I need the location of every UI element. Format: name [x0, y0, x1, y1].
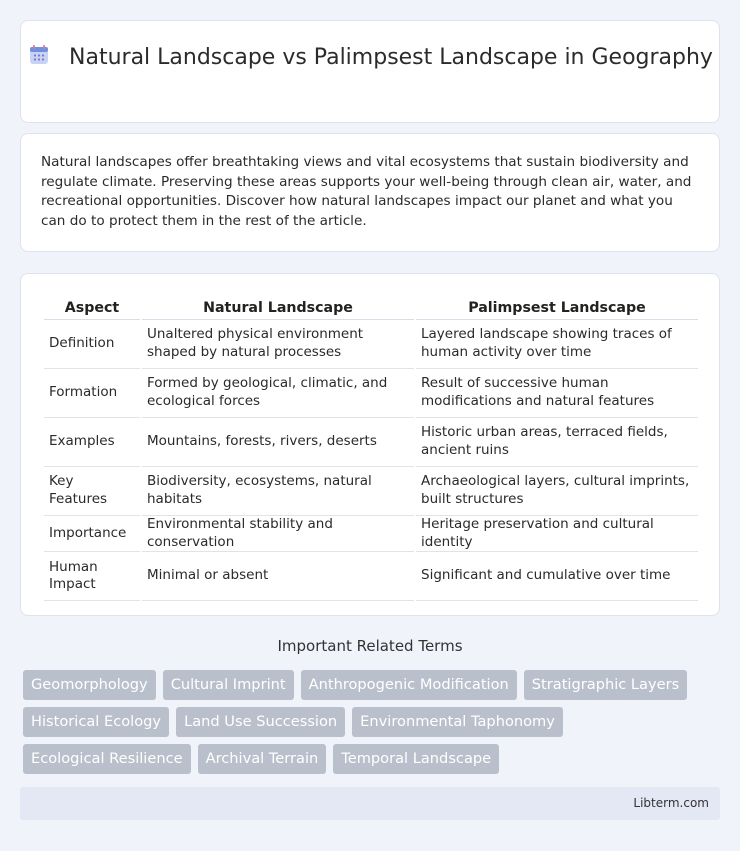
- row-palimpsest: Archaeological layers, cultural imprints, built structures: [416, 467, 698, 516]
- table-header-row: [44, 294, 698, 320]
- tag-row: [23, 707, 713, 737]
- tag-cultural-imprint[interactable]: Cultural Imprint: [163, 670, 294, 700]
- table-row: [44, 467, 698, 516]
- related-terms-title: Important Related Terms: [277, 637, 463, 655]
- calendar-icon: [27, 43, 51, 67]
- table-row: [44, 320, 698, 369]
- comparison-card: [20, 273, 720, 616]
- tag-environmental-taphonomy[interactable]: Environmental Taphonomy: [352, 707, 563, 737]
- footer-brand-link[interactable]: Libterm.com: [633, 796, 709, 810]
- footer: [20, 787, 720, 820]
- page-title: Natural Landscape vs Palimpsest Landscape in Geography: [69, 45, 713, 70]
- table-row: [44, 552, 698, 601]
- row-aspect: Formation: [44, 369, 140, 418]
- row-natural: Mountains, forests, rivers, deserts: [142, 418, 414, 467]
- tag-geomorphology[interactable]: Geomorphology: [23, 670, 156, 700]
- table-row: [44, 516, 698, 552]
- tag-land-use-succession[interactable]: Land Use Succession: [176, 707, 345, 737]
- intro-card: [20, 133, 720, 252]
- row-aspect: Importance: [44, 516, 140, 552]
- header-palimpsest: Palimpsest Landscape: [416, 294, 698, 320]
- row-palimpsest: Heritage preservation and cultural identity: [416, 516, 698, 552]
- related-terms-list: [23, 670, 713, 781]
- header-natural: Natural Landscape: [142, 294, 414, 320]
- row-natural: Formed by geological, climatic, and ecological forces: [142, 369, 414, 418]
- table-row: [44, 369, 698, 418]
- tag-ecological-resilience[interactable]: Ecological Resilience: [23, 744, 191, 774]
- tag-row: [23, 744, 713, 774]
- row-palimpsest: Historic urban areas, terraced fields, ancient ruins: [416, 418, 698, 467]
- row-palimpsest: Result of successive human modifications and natural features: [416, 369, 698, 418]
- row-palimpsest: Significant and cumulative over time: [416, 552, 698, 601]
- tag-temporal-landscape[interactable]: Temporal Landscape: [333, 744, 499, 774]
- row-natural: Biodiversity, ecosystems, natural habitats: [142, 467, 414, 516]
- page-title-row: [21, 43, 719, 73]
- header-aspect: Aspect: [44, 294, 140, 320]
- tag-archival-terrain[interactable]: Archival Terrain: [198, 744, 327, 774]
- table-row: [44, 418, 698, 467]
- tag-row: [23, 670, 713, 700]
- intro-paragraph: Natural landscapes offer breathtaking views and vital ecosystems that sustain biodiversity and regulate climate. Preserving these areas supports your well-being through clean air, water, and recreational opportunities. Discover how natural landscapes impact our planet and what you can do to protect them in the rest of the article.: [41, 154, 692, 229]
- tag-stratigraphic-layers[interactable]: Stratigraphic Layers: [524, 670, 687, 700]
- tag-anthropogenic-modification[interactable]: Anthropogenic Modification: [301, 670, 517, 700]
- row-aspect: Human Impact: [44, 552, 140, 601]
- row-aspect: Definition: [44, 320, 140, 369]
- row-natural: Environmental stability and conservation: [142, 516, 414, 552]
- row-natural: Unaltered physical environment shaped by natural processes: [142, 320, 414, 369]
- title-card: [20, 20, 720, 123]
- tag-historical-ecology[interactable]: Historical Ecology: [23, 707, 169, 737]
- comparison-table: [42, 294, 700, 601]
- row-aspect: Key Features: [44, 467, 140, 516]
- row-palimpsest: Layered landscape showing traces of human activity over time: [416, 320, 698, 369]
- row-natural: Minimal or absent: [142, 552, 414, 601]
- row-aspect: Examples: [44, 418, 140, 467]
